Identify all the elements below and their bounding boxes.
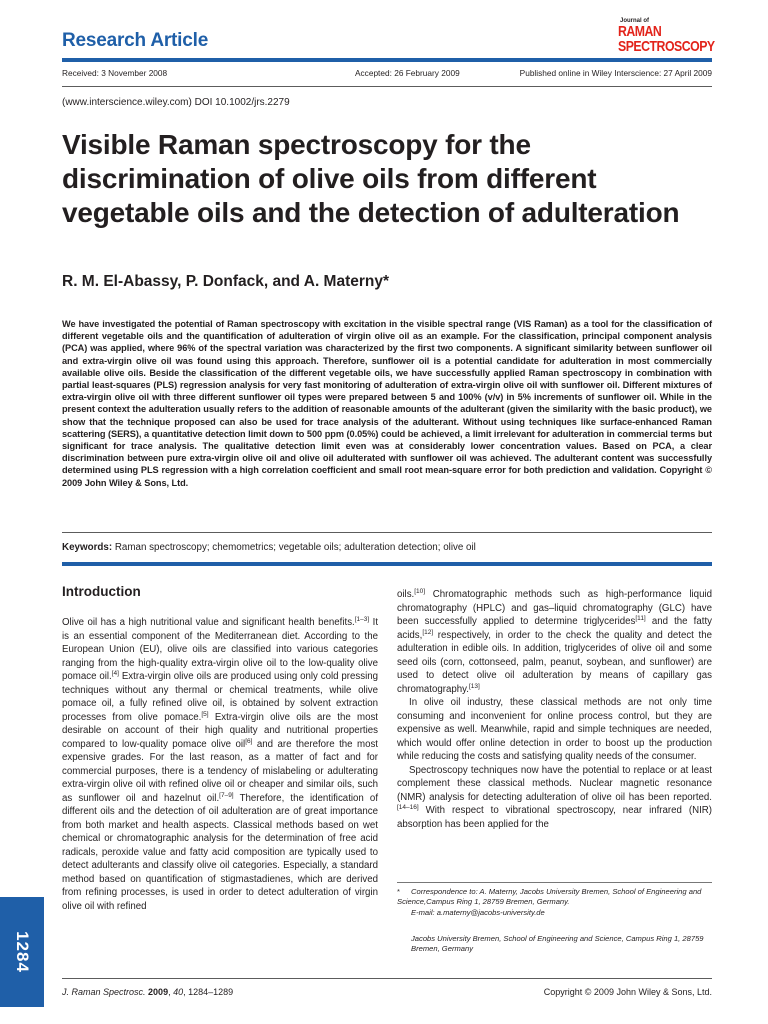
citation[interactable]: [14–16] [397, 804, 419, 811]
keywords-rule [62, 562, 712, 566]
footnote-rule [397, 882, 712, 883]
keywords-list: Raman spectroscopy; chemometrics; vegetable oils; adulteration detection; olive oil [114, 542, 476, 553]
introduction-heading: Introduction [62, 584, 141, 599]
published-date: Published online in Wiley Interscience: 27 April 2009 [519, 68, 712, 78]
journal-logo [618, 18, 713, 54]
correspondence-footnote [397, 887, 712, 918]
journal-logo-prefix: Journal of [620, 18, 650, 24]
keywords-label: Keywords: [62, 542, 113, 553]
citation[interactable]: [5] [201, 710, 209, 718]
paragraph: Spectroscopy techniques now have the potential to replace or at least complement these classical methods. Nuclear magnetic resonance (NMR) analysis for detecting adulteration of olive oil has been reported.[14–16] With respect to vibrational spectroscopy, near infrared (NIR) absorption has been applied for the [397, 764, 712, 830]
body-column-left [62, 616, 378, 913]
footer-volume: 40 [173, 987, 184, 997]
paragraph: In olive oil industry, these classical methods are not only time consuming and inconvenient for online process control, but they are expensive as well. Meanwhile, rapid and simple techniques are needed, which would offer online detection in order to boost up the production while reducing the costs and satisfying quality needs of the consumer. [397, 697, 712, 762]
abstract-text: We have investigated the potential of Raman spectroscopy with excitation in the visible spectral range (VIS Raman) as a tool for the classification of different vegetable oils and the quantification of adulteration of virgin olive oil as an example. For the classification, principal component analysis (PCA) was applied, where 96% of the spectral variation was characterized by the first two components. A significant similarity between sunflower oil and extra-virgin olive oil was found using this approach. Therefore, sunflower oil is a potential candidate for adulteration in most commercially available olive oils. Beside the classification of the different vegetable oils, we have successfully applied Raman spectroscopy in combination with partial least-squares (PLS) regression analysis for very fast monitoring of adulteration of extra-virgin olive oil with sunflower oil. Different mixtures of extra-virgin olive oil with three different sunflower oil types were prepared between 5 and 100% (v/v) in 5% increments of sunflower oil. While in the present context the adulteration usually refers to the addition of reasonable amounts of the adulterant (given the similarity with the basic product), we show that the technique proposed can also be used for trace analysis of the adulterant. Without using techniques like surface-enhanced Raman scattering (SERS), a quantitative detection limit down to 500 ppm (0.05%) could be achieved, a limit irrelevant for adulteration in commercial terms but significant for trace analysis. The qualitative detection limit even was at considerably lower concentration values. Based on PCA, a clear discrimination between pure extra-virgin olive oil and olive oil adulterated with sunflower oil was achieved. The adulterant content was successfully determined using PLS regression with a high correlation coefficient and small root mean-square error for both prediction and validation. [62, 319, 712, 476]
journal-logo-line2: SPECTROSCOPY [618, 38, 715, 55]
abstract-rule [62, 532, 712, 533]
citation[interactable]: [4] [111, 670, 119, 677]
footer-copyright: Copyright © 2009 John Wiley & Sons, Ltd. [543, 987, 712, 997]
page-number-tab [0, 897, 44, 1007]
header-rule [62, 58, 712, 62]
section-label: Research Article [62, 30, 209, 51]
accepted-date: Accepted: 26 February 2009 [355, 68, 460, 78]
paragraph: oils.[10] Chromatographic methods such as high-performance liquid chromatography (HPLC) and gas–liquid chromatography (GLC) have been successfully applied to determine triglycerides[11] and the fatty acids,[12] respectively, in order to the check the quality and detect the adulteration in edible oils. In addition, triglycerides of olive oil and some seed oils (corn, cottonseed, palm, peanut, soybean, and sunflower) are used to detect olive oil adulteration by means of capillary gas chromatography.[13] [397, 588, 712, 695]
affiliation: Jacobs University Bremen, School of Engineering and Science, Campus Ring 1, 28759 Bremen, Germany [411, 934, 704, 954]
abstract-copyright: Copyright © 2009 John Wiley & Sons, Ltd. [62, 465, 712, 488]
article-dates [62, 68, 712, 80]
footnote-marker: * [397, 887, 400, 896]
author-list: R. M. El-Abassy, P. Donfack, and A. Materny* [62, 273, 390, 290]
citation[interactable]: [7–9] [219, 791, 234, 799]
page-number: 1284 [13, 931, 32, 973]
citation[interactable]: [13] [468, 682, 480, 690]
body-column-right [397, 588, 712, 831]
footer-pages: , 1284–1289 [183, 987, 234, 997]
citation[interactable]: [1–3] [354, 616, 370, 623]
doi-link[interactable]: (www.interscience.wiley.com) DOI 10.1002/jrs.2279 [62, 97, 290, 108]
footer-journal: J. Raman Spectrosc. [62, 987, 146, 997]
footer-rule [62, 978, 712, 979]
citation[interactable]: [12] [422, 628, 434, 636]
dates-rule [62, 86, 712, 87]
correspondence-email[interactable]: E-mail: a.materny@jacobs-university.de [411, 907, 545, 917]
citation[interactable]: [6] [245, 737, 253, 745]
citation[interactable]: [10] [414, 588, 426, 595]
abstract [62, 318, 712, 489]
correspondence-text: Correspondence to: A. Materny, Jacobs University Bremen, School of Engineering and Science,Campus Ring 1, 28759 Bremen, Germany. [397, 887, 702, 907]
footer-citation: J. Raman Spectrosc. 2009, 40, 1284–1289 [62, 987, 234, 997]
citation[interactable]: [11] [635, 615, 646, 622]
article-title: Visible Raman spectroscopy for the discrimination of olive oils from different vegetable oils and the detection of adulteration [62, 129, 680, 228]
footer-year: 2009 [148, 987, 169, 997]
keywords [62, 542, 476, 553]
journal-logo-line1: RAMAN [618, 23, 662, 40]
received-date: Received: 3 November 2008 [62, 68, 168, 78]
paragraph: Olive oil has a high nutritional value and significant health benefits.[1–3] It is an essential component of the Mediterranean diet. According to the European Union (EU), olive oils are classified into various categories ranging from the high-quality extra-virgin olive oil to the low-quality olive pomace oil.[4] Extra-virgin olive oils are produced using only cold pressing techniques without any thermal or chemical treatments, while olive pomace oil, a fully refined olive oil, is obtained by solvent extraction processes from olive pomace.[5] Extra-virgin olive oils are the most desirable on account of their high quality and nutritional properties compared to low-quality pomace olive oil[6] and are therefore the most expensive grades. For the last reason, as a matter of fact and for commercial purposes, there is a tendency of mislabeling or adulterating extra-virgin olive oil with refined olive oil or cheaper and similar oils, such as sunflower oil and hazelnut oil.[7–9] Therefore, the identification of different oils and the detection of oil adulteration are of great importance from both market and health aspects. Classical methods based on wet chemical or chromatographic analysis for the determination of free acid radicals, peroxide value and fatty acid composition are typically used to detect adulterants and classify olive oil categories. Especially, a standard method based on quantification of stigmastadienes, which are derived from refining processes, is used in order to detect adulteration of virgin olive oil with refined [62, 616, 379, 912]
